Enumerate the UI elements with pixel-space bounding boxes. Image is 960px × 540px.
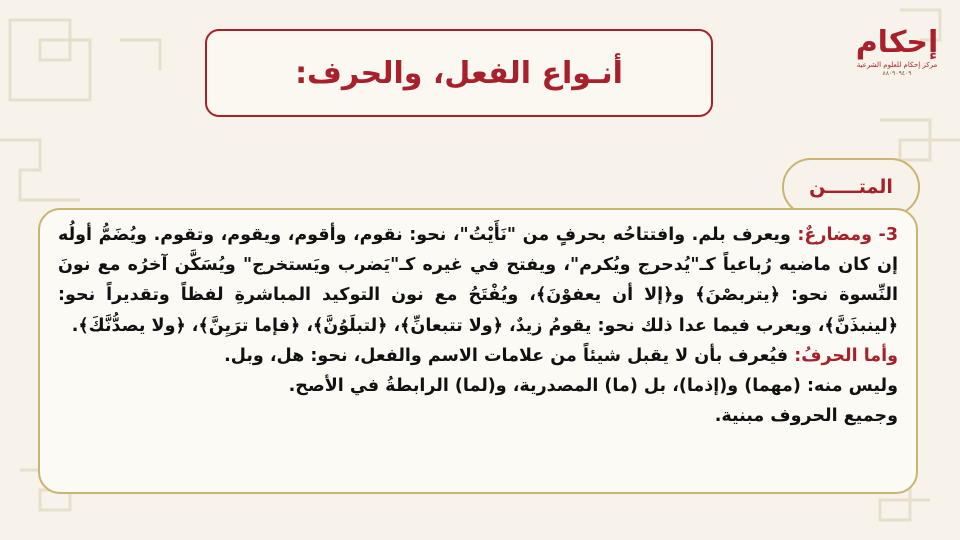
slide-title-box — [205, 29, 713, 117]
logo-subtitle: مركز إحكام للعلوم الشرعية — [856, 61, 938, 69]
paragraph-harf — [58, 341, 898, 371]
slide-title: أنـواع الفعل، والحرف: — [295, 55, 623, 91]
section-label: المتـــــن — [809, 176, 893, 198]
logo-number: ٨٨٠٩٠٩٤٠٩ — [882, 70, 912, 77]
text-content-box — [38, 208, 918, 494]
harf-heading: وأما الحرفُ: — [794, 345, 898, 366]
paragraph-exclusions: وليس منه: (مهما) و(إذما)، بل (ما) المصدرية، و(لما) الرابطةُ في الأصح. — [288, 376, 898, 397]
paragraph-mudari — [58, 220, 898, 341]
mudari-heading: 3- ومضارعٌ: — [797, 225, 898, 245]
paragraph-conclusion: وجميع الحروف مبنية. — [714, 406, 898, 427]
harf-text: فيُعرف بأن لا يقبل شيئاً من علامات الاسم والفعل، نحو: هل، وبل. — [224, 345, 795, 366]
logo — [852, 26, 942, 96]
logo-mark: إحكام — [855, 25, 939, 60]
mudari-text: ويعرف بلم. وافتتاحُه بحرفٍ من "نَأَيْتُ"، نحو: نقوم، وأقوم، ويقوم، وتقوم. ويُضَمُّ أولُه إن كان ماضيه رُباعياً كـ"يُدحرج ويُكرم"، ويفتح في غيره كـ"يَضرب ويَستخرج" ويُسَكَّن آخرُه مع نونَ النِّسوة نحو: ﴿يتربصْنَ﴾ و﴿إلا أن يعفوْنَ﴾، ويُفْتَحُ مع نون التوكيد المباشرةِ لفظاً وتقديراً نحو: ﴿لينبذَنَّ﴾، ويعرب فيما عدا ذلك نحو: يقومُ زيدٌ، ﴿ولا تتبعانِّ﴾، ﴿لتبلَوُنَّ﴾، ﴿فإما ترَيِنَّ﴾، ﴿ولا يصدُّنَّكَ﴾. — [58, 225, 898, 336]
